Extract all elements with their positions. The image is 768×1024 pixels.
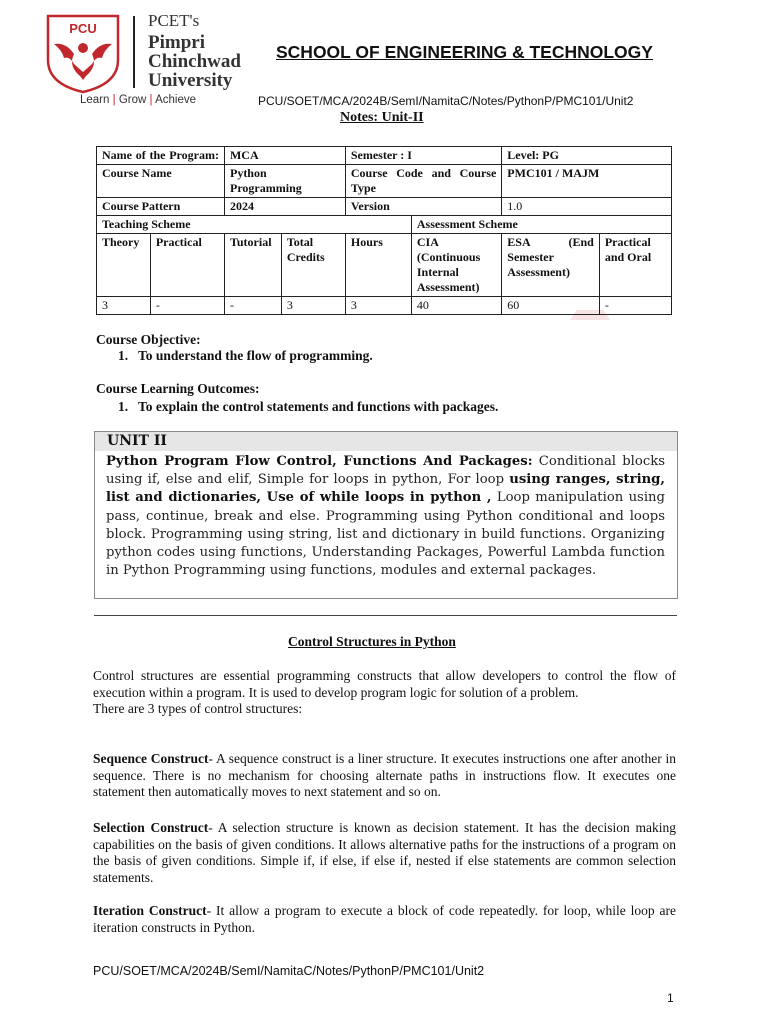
logo-line-4: University: [148, 70, 233, 91]
table-cell: -: [599, 297, 671, 315]
paragraph-text: Control structures are essential programming constructs that allow developers to control the flow of execution within a program. It is used to develop program logic for solution of a problem.: [93, 668, 676, 700]
course-code-value: PMC101 / MAJM: [502, 165, 672, 198]
course-details-table: [96, 146, 672, 315]
table-row: [97, 216, 672, 234]
notes-title: Notes: Unit-II: [340, 110, 424, 125]
section-divider: [94, 615, 677, 616]
sequence-paragraph: [93, 751, 676, 801]
table-cell: 3: [281, 297, 345, 315]
col-cia: CIA (Continuous Internal Assessment): [411, 234, 501, 297]
term-heading: Sequence Construct: [93, 751, 209, 766]
course-name-value: Python Programming: [224, 165, 345, 198]
logo-line-1: PCET's: [148, 11, 200, 30]
table-row: [97, 234, 672, 297]
semester-label: Semester : I: [345, 147, 501, 165]
unit-syllabus-box: [94, 431, 678, 599]
paragraph-text: - A selection structure is known as decision statement. It has the decision making capabilities on the basis of given conditions. It allows alternative paths for the instructions of a program on the basis of given conditions. Simple if, if else, if else if, nested if else statements are common selection statements.: [93, 820, 677, 885]
unit-text-bold: using ranges, string, list and dictionaries, Use of while loops in python ,: [106, 472, 665, 506]
table-row: [97, 297, 672, 315]
page-number: 1: [667, 991, 674, 1005]
assessment-scheme-header: Assessment Scheme: [411, 216, 671, 234]
course-outcomes-heading: Course Learning Outcomes:: [96, 381, 260, 396]
selection-paragraph: [93, 820, 676, 886]
footer-reference: PCU/SOET/MCA/2024B/SemI/NamitaC/Notes/PythonP/PMC101/Unit2: [93, 964, 485, 978]
unit-text: Conditional blocks using if, else and elif, Simple for loops in python, For loop: [106, 454, 665, 488]
unit-heading: UNIT II: [95, 432, 677, 451]
table-cell: 60: [502, 297, 600, 315]
paragraph-text: - It allow a program to execute a block of code repeatedly. for loop, while loop are iteration constructs in Python.: [93, 903, 676, 935]
col-theory: Theory: [97, 234, 151, 297]
course-outcome-item: [118, 399, 498, 415]
table-row: [97, 147, 672, 165]
col-esa: ESA (End Semester Assessment): [502, 234, 600, 297]
list-number: 1.: [118, 348, 129, 363]
logo-badge-text: PCU: [69, 21, 97, 36]
version-value: 1.0: [502, 198, 672, 216]
list-item: To understand the flow of programming.: [138, 348, 373, 363]
course-pattern-label: Course Pattern: [97, 198, 225, 216]
logo-divider: [133, 16, 135, 88]
logo-line-2: Pimpri: [148, 32, 205, 53]
course-objective-item: [118, 348, 373, 364]
table-cell: 3: [345, 297, 411, 315]
tagline-separator: |: [112, 94, 116, 106]
school-title: SCHOOL OF ENGINEERING & TECHNOLOGY: [276, 42, 653, 62]
tagline-separator: |: [149, 94, 153, 106]
list-item: To explain the control statements and functions with packages.: [138, 399, 499, 414]
program-name-value: MCA: [224, 147, 345, 165]
logo-tagline: [80, 94, 196, 106]
table-cell: -: [224, 297, 281, 315]
intro-paragraph: [93, 668, 676, 718]
tagline-learn: Learn: [80, 94, 110, 106]
unit-syllabus-text: [106, 453, 665, 580]
term-heading: Iteration Construct: [93, 903, 207, 918]
course-objective-heading: Course Objective:: [96, 332, 201, 347]
program-name-label: Name of the Program:: [97, 147, 225, 165]
course-code-label: Course Code and Course Type: [345, 165, 501, 198]
list-number: 1.: [118, 399, 129, 414]
col-practical-oral: Practical and Oral: [599, 234, 671, 297]
col-tutorial: Tutorial: [224, 234, 281, 297]
course-pattern-value: 2024: [224, 198, 345, 216]
table-cell: 3: [97, 297, 151, 315]
col-hours: Hours: [345, 234, 411, 297]
unit-text: Loop manipulation using pass, continue, break and else. Programming using Python conditional and loops block. Programming using string, list and dictionary in build functions. Organizing python codes using functions, Understanding Packages, Powerful Lambda function in Python Programming using functions, modules and external packages.: [106, 490, 665, 579]
iteration-paragraph: [93, 903, 676, 936]
paragraph-text: - A sequence construct is a liner structure. It executes instructions one after another in sequence. There is no mechanism for choosing alternate paths in instructions flow. It executes one statement then automatically moves to next statement and so on.: [93, 751, 676, 799]
table-cell: 40: [411, 297, 501, 315]
table-row: [97, 198, 672, 216]
teaching-scheme-header: Teaching Scheme: [97, 216, 412, 234]
table-cell: -: [150, 297, 224, 315]
logo-line-3: Chinchwad: [148, 51, 241, 72]
col-total-credits: Total Credits: [281, 234, 345, 297]
paragraph-text: There are 3 types of control structures:: [93, 701, 303, 716]
university-logo: [44, 14, 122, 94]
version-label: Version: [345, 198, 501, 216]
tagline-grow: Grow: [118, 94, 147, 106]
pcu-shield-icon: [44, 14, 122, 94]
table-row: [97, 165, 672, 198]
col-practical: Practical: [150, 234, 224, 297]
course-name-label: Course Name: [97, 165, 225, 198]
unit-topic-title: Python Program Flow Control, Functions And Packages:: [106, 454, 533, 469]
document-reference: PCU/SOET/MCA/2024B/SemI/NamitaC/Notes/PythonP/PMC101/Unit2: [258, 94, 634, 108]
logo-wordmark: [148, 12, 241, 90]
term-heading: Selection Construct: [93, 820, 209, 835]
level-label: Level: PG: [502, 147, 672, 165]
section-title: Control Structures in Python: [288, 634, 456, 649]
tagline-achieve: Achieve: [155, 94, 196, 106]
